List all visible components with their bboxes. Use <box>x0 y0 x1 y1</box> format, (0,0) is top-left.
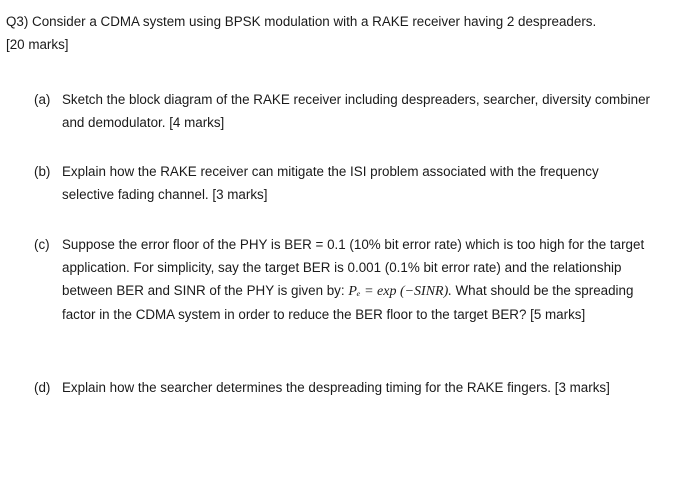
question-heading <box>6 10 686 56</box>
part-a <box>34 88 654 134</box>
part-c <box>34 233 654 326</box>
part-c-text: Suppose the error floor of the PHY is BER = 0.1 (10% bit error rate) which is too high for the target application. For simplicity, say the target BER is 0.001 (0.1% bit error rate) and the relationship between BER and SINR of the PHY is given by: <box>62 237 645 298</box>
part-a-label: (a) <box>34 92 51 107</box>
part-c-question: What should be the spreading factor in the CDMA system in order to reduce the BER floor to the target BER? [5 marks] <box>62 283 634 322</box>
part-b <box>34 160 654 206</box>
question-marks: [20 marks] <box>6 37 69 52</box>
part-b-text: Explain how the RAKE receiver can mitigate the ISI problem associated with the frequency selective fading channel. [3 marks] <box>62 164 599 202</box>
part-d <box>34 376 654 399</box>
question-title: Q3) Consider a CDMA system using BPSK modulation with a RAKE receiver having 2 despreaders. <box>6 14 597 29</box>
part-d-text: Explain how the searcher determines the despreading timing for the RAKE fingers. [3 marks] <box>62 380 610 395</box>
part-c-body <box>62 233 654 326</box>
part-b-label: (b) <box>34 164 51 179</box>
ber-formula: Pₑ = exp (−SINR). <box>348 284 452 299</box>
part-d-label: (d) <box>34 380 51 395</box>
part-c-label: (c) <box>34 237 50 252</box>
part-a-text: Sketch the block diagram of the RAKE receiver including despreaders, searcher, diversity combiner and demodulator. [4 marks] <box>62 92 650 130</box>
